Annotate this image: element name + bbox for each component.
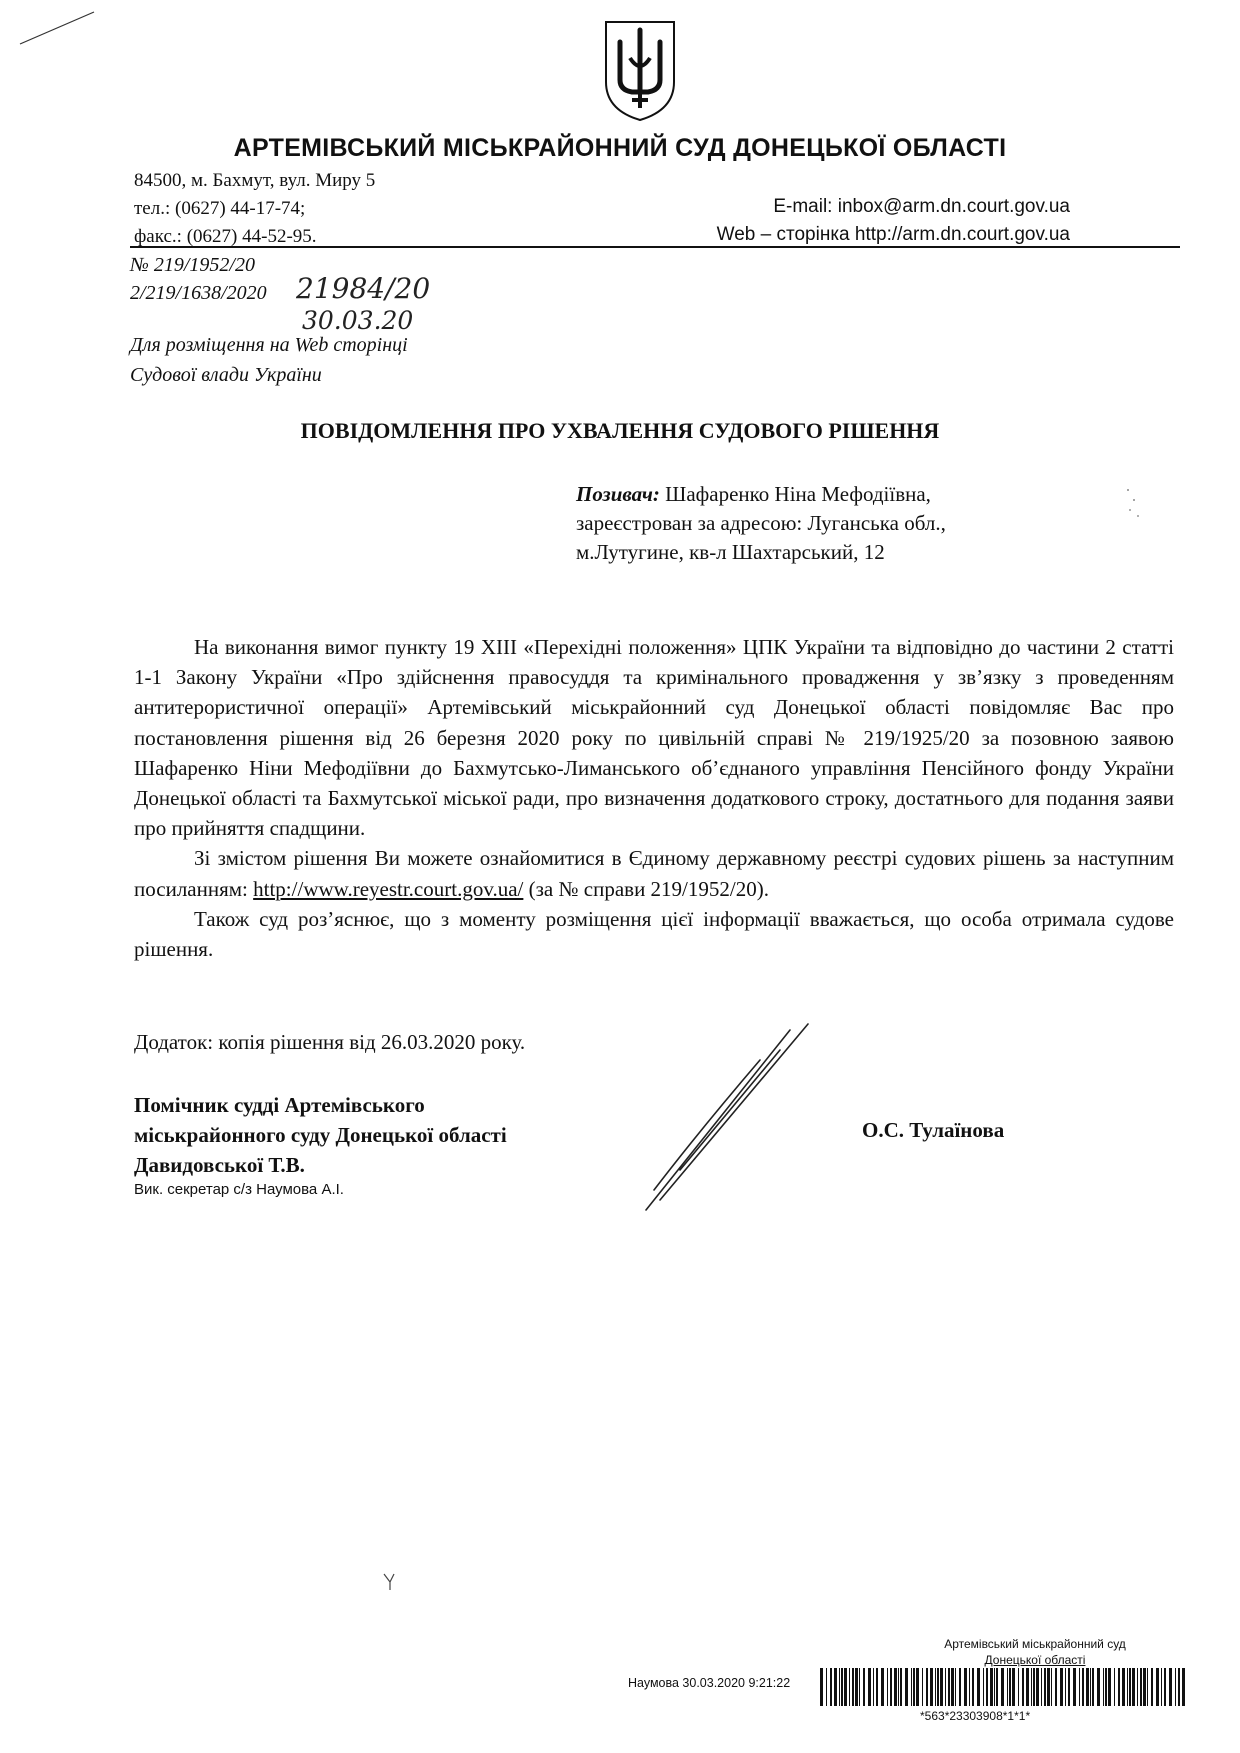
- barcode-bar: [1164, 1668, 1166, 1706]
- barcode-bar: [964, 1668, 967, 1706]
- barcode-bar: [926, 1668, 928, 1706]
- barcode-bar: [1033, 1668, 1035, 1706]
- barcode-bar: [1026, 1668, 1029, 1706]
- barcode-bar: [1001, 1668, 1004, 1706]
- barcode-bar: [834, 1668, 837, 1706]
- body-paragraph-2-text: Зі змістом рішення Ви можете ознайомитися в Єдиному державному реєстрі судових рішень за наступним посиланням:: [134, 846, 1174, 901]
- plaintiff-line1: [576, 480, 931, 509]
- barcode-bar: [841, 1668, 843, 1706]
- barcode-bar: [852, 1668, 854, 1706]
- barcode-bar: [1175, 1668, 1176, 1706]
- secretary-note: Вик. секретар с/з Наумова А.І.: [134, 1181, 344, 1198]
- barcode-bar: [945, 1668, 946, 1706]
- barcode-bar: [1041, 1668, 1042, 1706]
- barcode-bar: [1060, 1668, 1063, 1706]
- barcode-bar: [1012, 1668, 1015, 1706]
- handwritten-outgoing-date: 30.03.20: [302, 306, 414, 335]
- barcode-bar: [1178, 1668, 1180, 1706]
- barcode-bar: [873, 1668, 874, 1706]
- barcode-bar: [1147, 1668, 1148, 1706]
- barcode-bar: [830, 1668, 832, 1706]
- barcode-bar: [1097, 1668, 1100, 1706]
- barcode-bar: [940, 1668, 943, 1706]
- barcode-bar: [1090, 1668, 1091, 1706]
- plaintiff-address-line1: зареєстрован за адресою: Луганська обл.,: [576, 511, 946, 535]
- barcode-bar: [1118, 1668, 1120, 1706]
- appendix-note: Додаток: копія рішення від 26.03.2020 року.: [134, 1030, 526, 1054]
- barcode-bar: [955, 1668, 956, 1706]
- barcode-bar: [930, 1668, 933, 1706]
- notice-body: [134, 632, 1174, 964]
- barcode-bar: [849, 1668, 850, 1706]
- signer-name: О.С. Тулаїнова: [862, 1118, 1005, 1142]
- barcode-bar: [898, 1668, 899, 1706]
- barcode-bar: [905, 1668, 908, 1706]
- barcode-bar: [863, 1668, 865, 1706]
- barcode-bar: [900, 1668, 902, 1706]
- trident-coat-of-arms-icon: [600, 18, 680, 122]
- barcode-bar: [948, 1668, 950, 1706]
- barcode-bar: [994, 1668, 995, 1706]
- notice-title: ПОВІДОМЛЕННЯ ПРО УХВАЛЕННЯ СУДОВОГО РІШЕННЯ: [300, 418, 940, 443]
- barcode-bar: [1068, 1668, 1070, 1706]
- barcode-bar: [844, 1668, 847, 1706]
- barcode-bar: [1065, 1668, 1066, 1706]
- barcode-bar: [1044, 1668, 1046, 1706]
- barcode-bar: [916, 1668, 919, 1706]
- scan-speck: [1124, 486, 1144, 526]
- barcode-bar: [1036, 1668, 1039, 1706]
- barcode-bar: [1161, 1668, 1162, 1706]
- proceeding-number: 2/219/1638/2020: [130, 282, 267, 304]
- barcode-bar: [1007, 1668, 1008, 1706]
- barcode-bar: [1122, 1668, 1125, 1706]
- barcode-bar: [887, 1668, 888, 1706]
- barcode-bar: [983, 1668, 984, 1706]
- barcode-bar: [1103, 1668, 1104, 1706]
- barcode-bar: [1047, 1668, 1050, 1706]
- barcode-bar: [868, 1668, 871, 1706]
- barcode-bar: [1092, 1668, 1094, 1706]
- court-fax: факс.: (0627) 44-52-95.: [134, 226, 317, 247]
- registry-link[interactable]: http://www.reyestr.court.gov.ua/: [253, 876, 524, 901]
- body-paragraph-3: Також суд роз’яснює, що з моменту розміщення цієї інформації вважається, що особа отримала судове рішення.: [134, 906, 1174, 962]
- scan-stray-mark: [380, 1570, 400, 1594]
- barcode-bar: [1055, 1668, 1057, 1706]
- body-paragraph-2-tail: (за № справи 219/1952/20).: [523, 876, 769, 901]
- barcode-bar: [1137, 1668, 1138, 1706]
- barcode-bar: [1156, 1668, 1159, 1706]
- stamp-court-line2: Донецької області: [984, 1653, 1086, 1667]
- placement-note-line2: Судової влади України: [130, 364, 322, 386]
- court-address: 84500, м. Бахмут, вул. Миру 5: [134, 170, 376, 191]
- placement-note-line1: Для розміщення на Web сторінці: [130, 334, 408, 356]
- header-divider: [130, 246, 1180, 248]
- barcode-bar: [1105, 1668, 1107, 1706]
- court-email: E-mail: inbox@arm.dn.court.gov.ua: [773, 196, 1070, 217]
- barcode-bar: [826, 1668, 827, 1706]
- barcode-bar: [894, 1668, 897, 1706]
- plaintiff-label: Позивач:: [576, 482, 660, 506]
- barcode-code: *563*23303908*1*1*: [920, 1709, 1031, 1723]
- stamp-court-line1: Артемівський міськрайонний суд: [944, 1637, 1126, 1651]
- barcode-bar: [890, 1668, 892, 1706]
- barcode-bar: [1108, 1668, 1111, 1706]
- barcode-bar: [969, 1668, 970, 1706]
- barcode-bar: [855, 1668, 858, 1706]
- barcode-bar: [1031, 1668, 1032, 1706]
- barcode-bar: [986, 1668, 988, 1706]
- signer-line3: Давидовської Т.В.: [134, 1153, 305, 1177]
- barcode-bar: [1073, 1668, 1076, 1706]
- barcode-bar: [876, 1668, 878, 1706]
- barcode-bar: [1169, 1668, 1172, 1706]
- barcode-bar: [1114, 1668, 1115, 1706]
- barcode-bar: [959, 1668, 961, 1706]
- stamp-user-datetime: Наумова 30.03.2020 9:21:22: [628, 1676, 791, 1690]
- barcode-bar: [996, 1668, 998, 1706]
- registration-stamp: [880, 1636, 1190, 1668]
- handwritten-signature: [640, 1020, 820, 1220]
- barcode-bar: [1009, 1668, 1011, 1706]
- case-number: № 219/1952/20: [130, 254, 255, 276]
- signer-line2: міськрайонного суду Донецької області: [134, 1123, 507, 1147]
- body-paragraph-2: [134, 843, 1174, 903]
- barcode-bar: [859, 1668, 860, 1706]
- signer-line1: Помічник судді Артемівського: [134, 1093, 425, 1117]
- barcode-bar: [820, 1668, 823, 1706]
- barcode-bar: [951, 1668, 954, 1706]
- barcode-bar: [1129, 1668, 1131, 1706]
- barcode-bar: [935, 1668, 936, 1706]
- barcode-bar: [1082, 1668, 1084, 1706]
- court-name: АРТЕМІВСЬКИЙ МІСЬКРАЙОННИЙ СУД ДОНЕЦЬКОЇ ОБЛАСТІ: [233, 134, 1007, 162]
- barcode-bar: [911, 1668, 912, 1706]
- barcode-bar: [1182, 1668, 1185, 1706]
- handwritten-outgoing-number: 21984/20: [296, 272, 431, 305]
- barcode-bar: [1151, 1668, 1153, 1706]
- signer-title-block: [134, 1090, 507, 1180]
- barcode-bar: [1022, 1668, 1024, 1706]
- barcode-bar: [1079, 1668, 1080, 1706]
- barcode-bar: [839, 1668, 840, 1706]
- barcode-bar: [990, 1668, 993, 1706]
- court-phone: тел.: (0627) 44-17-74;: [134, 198, 306, 219]
- corner-pen-mark: [18, 8, 98, 48]
- barcode-bar: [977, 1668, 980, 1706]
- barcode-bar: [1127, 1668, 1128, 1706]
- barcode-bar: [937, 1668, 939, 1706]
- plaintiff-name: Шафаренко Ніна Мефодіївна,: [665, 482, 931, 506]
- barcode-bar: [972, 1668, 974, 1706]
- barcode-bar: [1132, 1668, 1135, 1706]
- barcode-bar: [1051, 1668, 1052, 1706]
- plaintiff-address-line2: м.Лутугине, кв-л Шахтарський, 12: [576, 540, 885, 564]
- barcode-bar: [922, 1668, 923, 1706]
- barcode-bar: [1086, 1668, 1089, 1706]
- barcode-bar: [881, 1668, 884, 1706]
- barcode-bar: [1143, 1668, 1146, 1706]
- barcode-icon: [820, 1668, 1190, 1708]
- barcode-bar: [913, 1668, 915, 1706]
- court-website: Web – сторінка http://arm.dn.court.gov.ua: [716, 224, 1070, 245]
- barcode-bar: [1140, 1668, 1142, 1706]
- barcode-bar: [1018, 1668, 1019, 1706]
- body-paragraph-1: На виконання вимог пункту 19 XIII «Перехідні положення» ЦПК України та відповідно до частини 2 статті 1-1 Закону України «Про здійснення правосуддя та кримінального провадження у зв’язку з проведенням антитерористичної операції» Артемівський міськрайонний суд Донецької області повідомляє Вас про постановлення рішення від 26 березня 2020 року по цивільній справі № 219/1925/20 за позовною заявою Шафаренко Ніни Мефодіївни до Бахмутсько-Лиманського об’єднаного управління Пенсійного фонду України Донецької області та Бахмутської міської ради, про визначення додаткового строку, достатнього для подання заяви про прийняття спадщини.: [134, 635, 1174, 841]
